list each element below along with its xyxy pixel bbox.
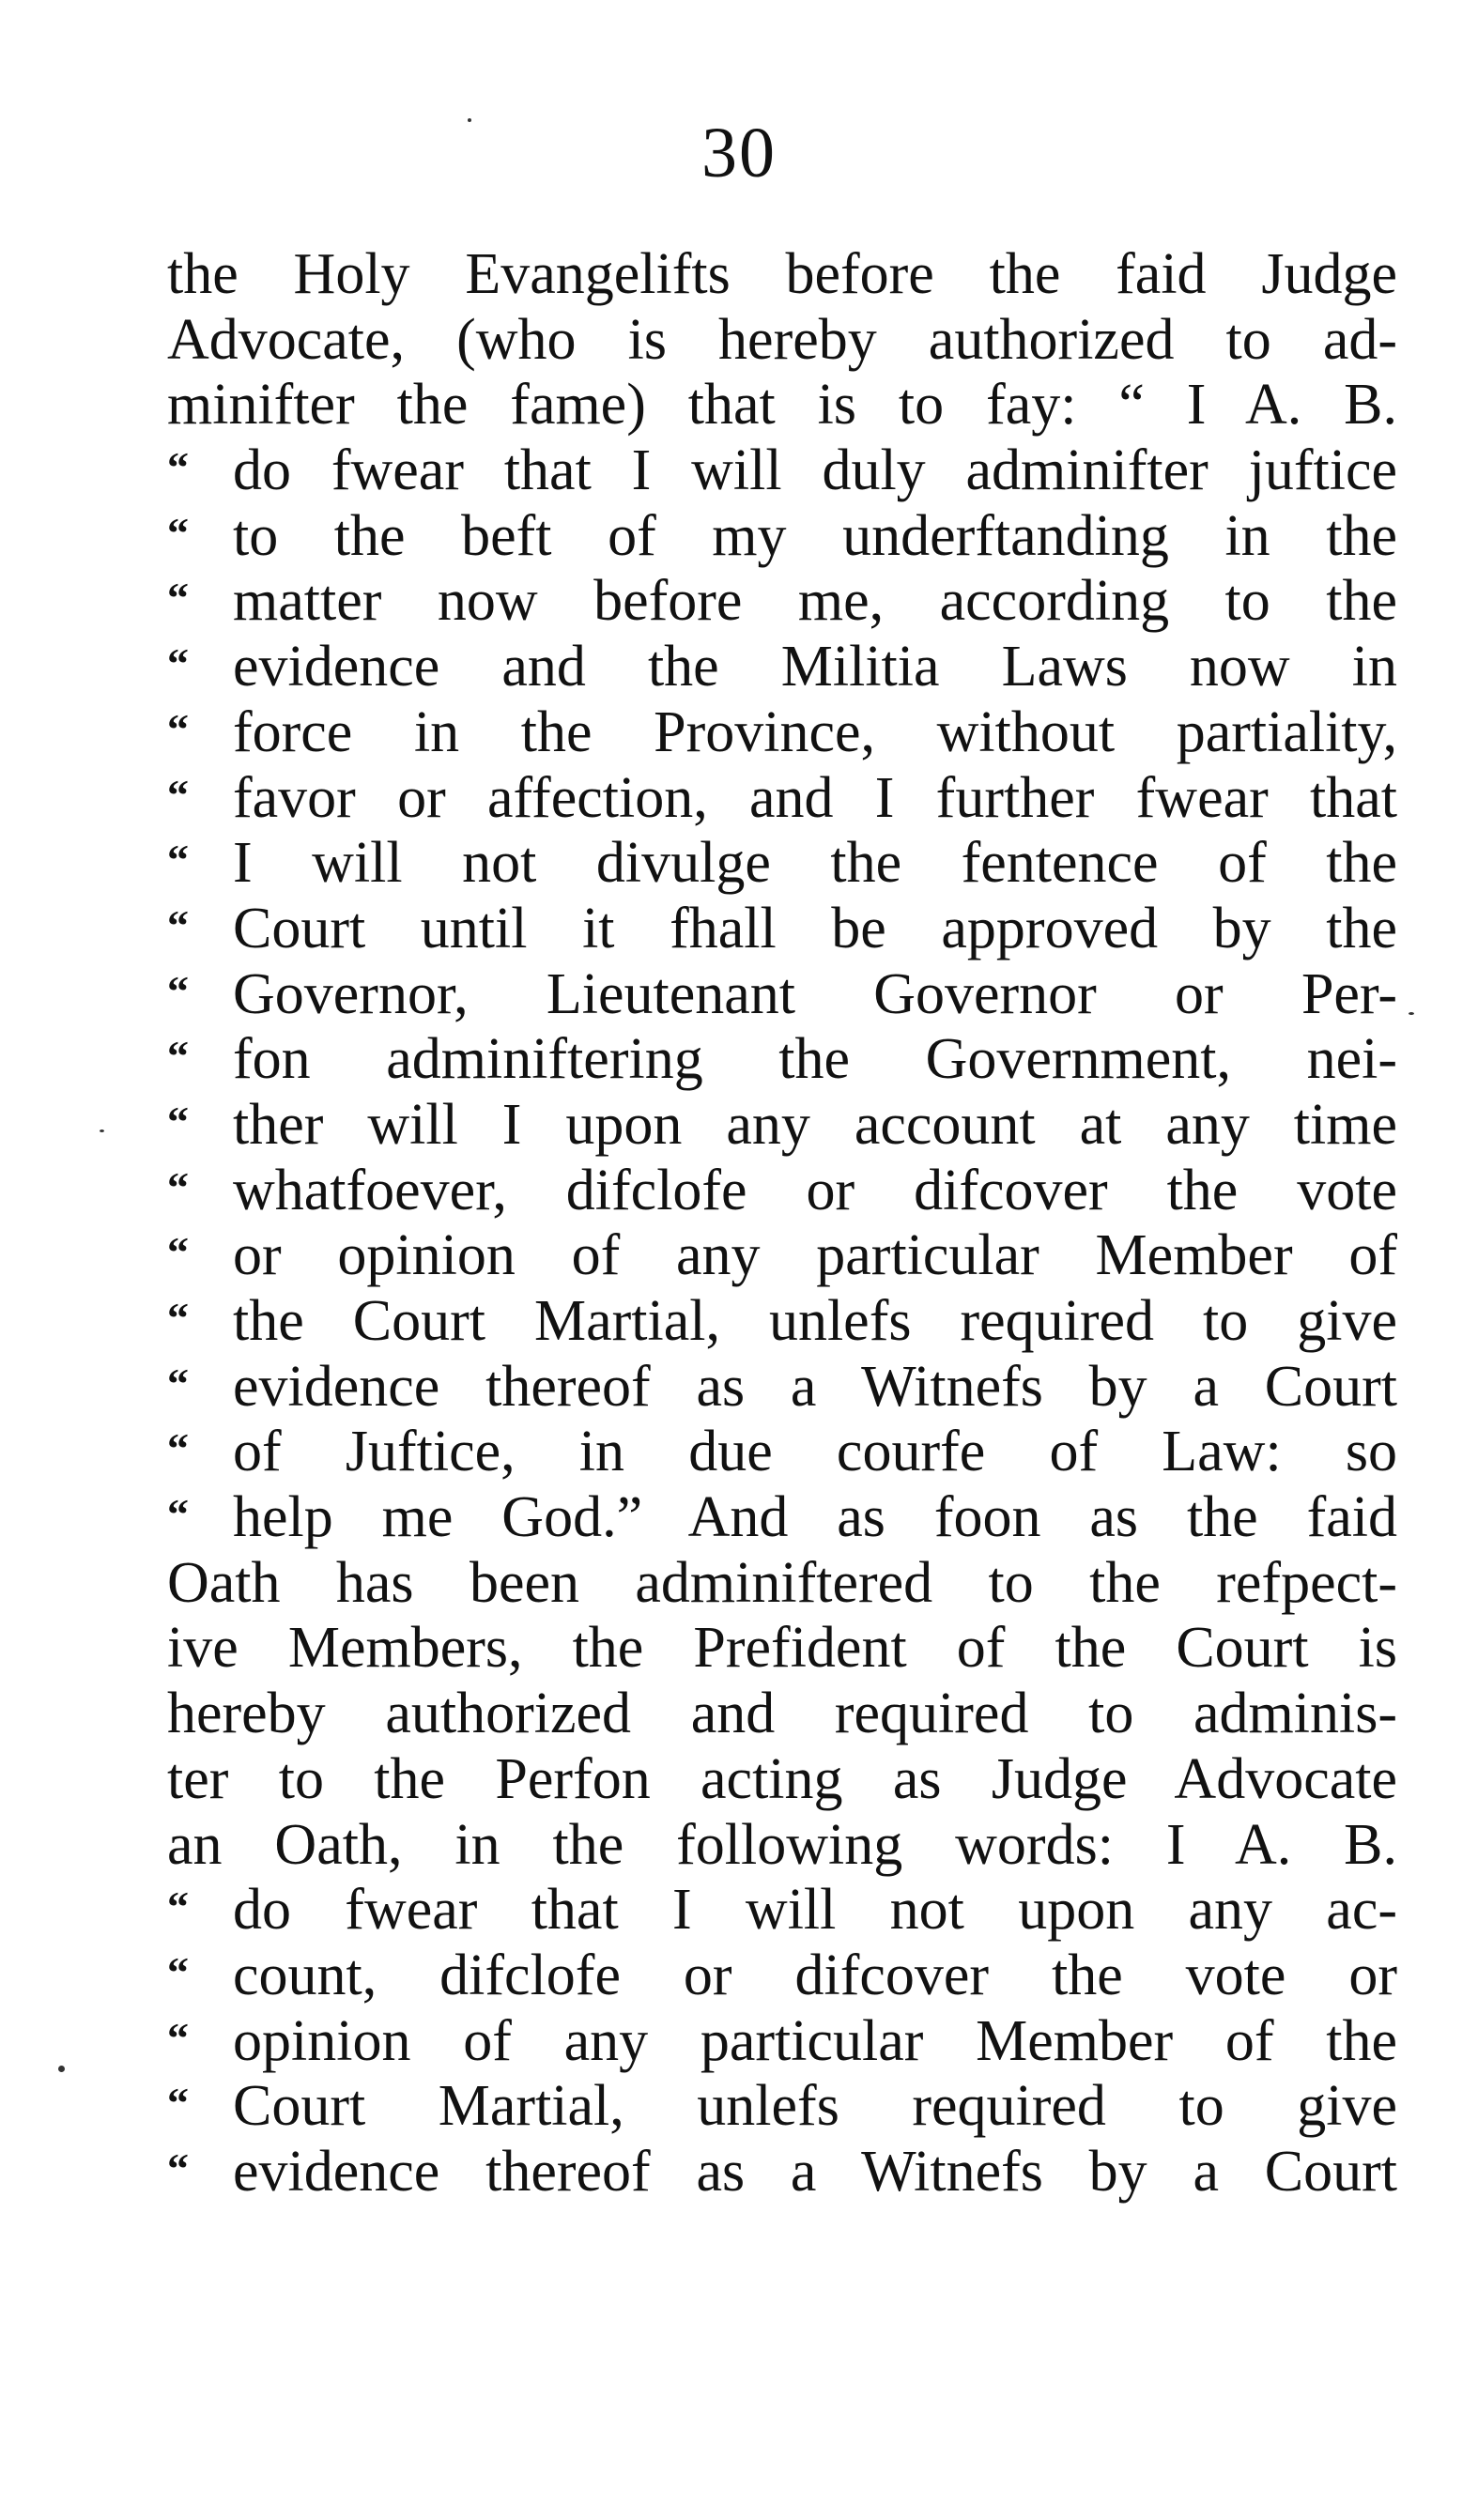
text-line [167, 2009, 1397, 2075]
quote-mark: “ [167, 1032, 189, 1081]
line-text: I will not divulge the fentence of the [233, 831, 1397, 896]
ink-speck [1409, 1012, 1414, 1015]
line-text: to the beft of my underftanding in the [233, 503, 1397, 568]
text-line [167, 700, 1397, 766]
line-text: an Oath, in the following words: I A. B. [167, 1812, 1397, 1877]
line-text: the Holy Evangelifts before the faid Judge [167, 242, 1397, 306]
quote-mark: “ [167, 1162, 189, 1211]
text-line [167, 831, 1397, 897]
text-line [167, 1747, 1397, 1813]
line-text: count, difclofe or difcover the vote or [233, 1943, 1397, 2007]
quote-mark: “ [167, 1097, 189, 1145]
text-line [167, 569, 1397, 635]
text-line [167, 1223, 1397, 1289]
text-line [167, 308, 1397, 374]
text-line [167, 1485, 1397, 1551]
quote-mark: “ [167, 1947, 189, 1996]
line-text: or opinion of any particular Member of [233, 1223, 1397, 1288]
text-line [167, 962, 1397, 1028]
line-text: ther will I upon any account at any time [233, 1092, 1397, 1157]
text-line [167, 1420, 1397, 1485]
line-text: do fwear that I will duly adminifter juftice [233, 438, 1397, 503]
quote-mark: “ [167, 2144, 189, 2192]
line-text: favor or affection, and I further fwear that [233, 765, 1397, 830]
line-text: do fwear that I will not upon any ac- [233, 1878, 1397, 1943]
line-text: ter to the Perfon acting as Judge Advocate [167, 1746, 1397, 1811]
line-text: evidence thereof as a Witnefs by a Court [233, 1354, 1397, 1419]
page-number: 30 [701, 114, 777, 192]
text-line [167, 438, 1397, 504]
quote-mark: “ [167, 574, 189, 622]
text-line [167, 2074, 1397, 2140]
text-line [167, 1093, 1397, 1159]
quote-mark: “ [167, 443, 189, 492]
quote-mark: “ [167, 508, 189, 557]
quote-mark: “ [167, 704, 189, 753]
line-text: minifter the fame) that is to fay: “ I A. B. [167, 373, 1397, 438]
ink-speck [100, 1129, 104, 1132]
quote-mark: “ [167, 836, 189, 884]
quote-mark: “ [167, 1882, 189, 1931]
text-line [167, 1616, 1397, 1682]
quote-mark: “ [167, 1228, 189, 1277]
line-text: Governor, Lieutenant Governor or Per- [233, 961, 1397, 1026]
line-text: opinion of any particular Member of the [233, 2008, 1397, 2073]
quote-mark: “ [167, 2079, 189, 2128]
ink-speck [468, 118, 471, 122]
line-text: matter now before me, according to the [233, 569, 1397, 634]
text-line [167, 635, 1397, 700]
body-text [167, 242, 1397, 2205]
line-text: of Juftice, in due courfe of Law: so [233, 1420, 1397, 1484]
line-text: evidence thereof as a Witnefs by a Court [233, 2139, 1397, 2204]
text-line [167, 1551, 1397, 1617]
line-text: Court Martial, unlefs required to give [233, 2074, 1397, 2139]
text-line [167, 1159, 1397, 1224]
quote-mark: “ [167, 966, 189, 1015]
text-line [167, 1682, 1397, 1747]
quote-mark: “ [167, 1294, 189, 1342]
quote-mark: “ [167, 770, 189, 819]
line-text: hereby authorized and required to adminis- [167, 1682, 1397, 1746]
line-text: Court until it fhall be approved by the [233, 896, 1397, 960]
quote-mark: “ [167, 1424, 189, 1473]
line-text: the Court Martial, unlefs required to give [233, 1289, 1397, 1353]
line-text: whatfoever, difclofe or difcover the vote [233, 1158, 1397, 1222]
text-line [167, 2140, 1397, 2205]
quote-mark: “ [167, 1490, 189, 1539]
ink-speck [58, 2066, 65, 2072]
line-text: ive Members, the Prefident of the Court is [167, 1616, 1397, 1681]
quote-mark: “ [167, 900, 189, 949]
line-text: force in the Province, without partiality, [233, 699, 1397, 764]
text-line [167, 766, 1397, 832]
quote-mark: “ [167, 2013, 189, 2062]
quote-mark: “ [167, 1359, 189, 1407]
line-text: help me God.” And as foon as the faid [233, 1485, 1397, 1550]
text-line [167, 1027, 1397, 1093]
line-text: evidence and the Militia Laws now in [233, 635, 1397, 699]
text-line [167, 1878, 1397, 1944]
text-line [167, 504, 1397, 570]
text-line [167, 1355, 1397, 1421]
line-text: fon adminiftering the Government, nei- [233, 1027, 1397, 1092]
text-line [167, 373, 1397, 438]
line-text: Advocate, (who is hereby authorized to ad- [167, 307, 1397, 372]
text-line [167, 1813, 1397, 1879]
text-line [167, 897, 1397, 962]
quote-mark: “ [167, 639, 189, 688]
text-line [167, 242, 1397, 308]
text-line [167, 1289, 1397, 1355]
text-line [167, 1944, 1397, 2009]
line-text: Oath has been adminiftered to the refpect- [167, 1550, 1397, 1615]
